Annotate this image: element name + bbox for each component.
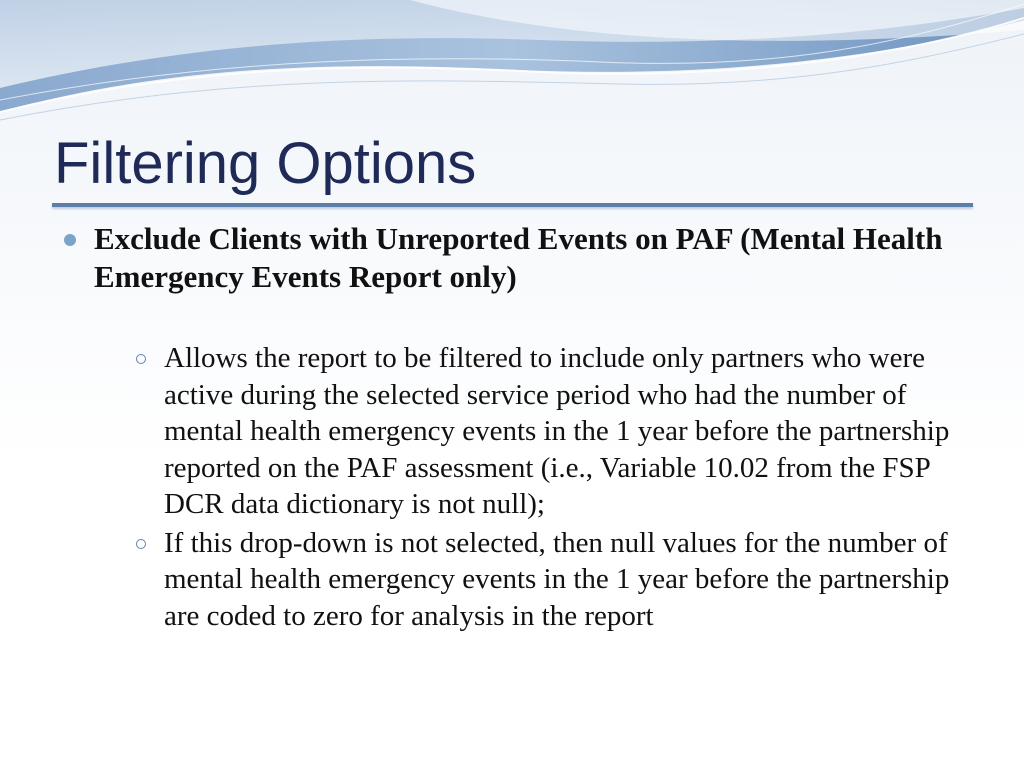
sub-bullet-item (136, 340, 974, 523)
bullet-item (64, 220, 974, 634)
sub-bullet-list (136, 340, 974, 634)
sub-bullet-item (136, 525, 974, 635)
sub-bullet-text: If this drop-down is not selected, then null values for the number of mental health emergency events in the 1 year before the partnership are coded to zero for analysis in the report (164, 526, 950, 632)
slide-body (64, 220, 974, 650)
slide-title: Filtering Options (54, 131, 477, 196)
header-wave-decoration (0, 0, 1024, 130)
bullet-text: Exclude Clients with Unreported Events on PAF (Mental Health Emergency Events Report only) (94, 221, 943, 294)
hollow-circle-bullet-icon (136, 539, 146, 549)
bullet-dot-icon (64, 234, 76, 246)
title-underline (52, 203, 973, 207)
sub-bullet-text: Allows the report to be filtered to include only partners who were active during the selected service period who had the number of mental health emergency events in the 1 year before the partnership reported on the PAF assessment (i.e., Variable 10.02 from the FSP DCR data dictionary is not null); (164, 342, 950, 520)
hollow-circle-bullet-icon (136, 354, 146, 364)
